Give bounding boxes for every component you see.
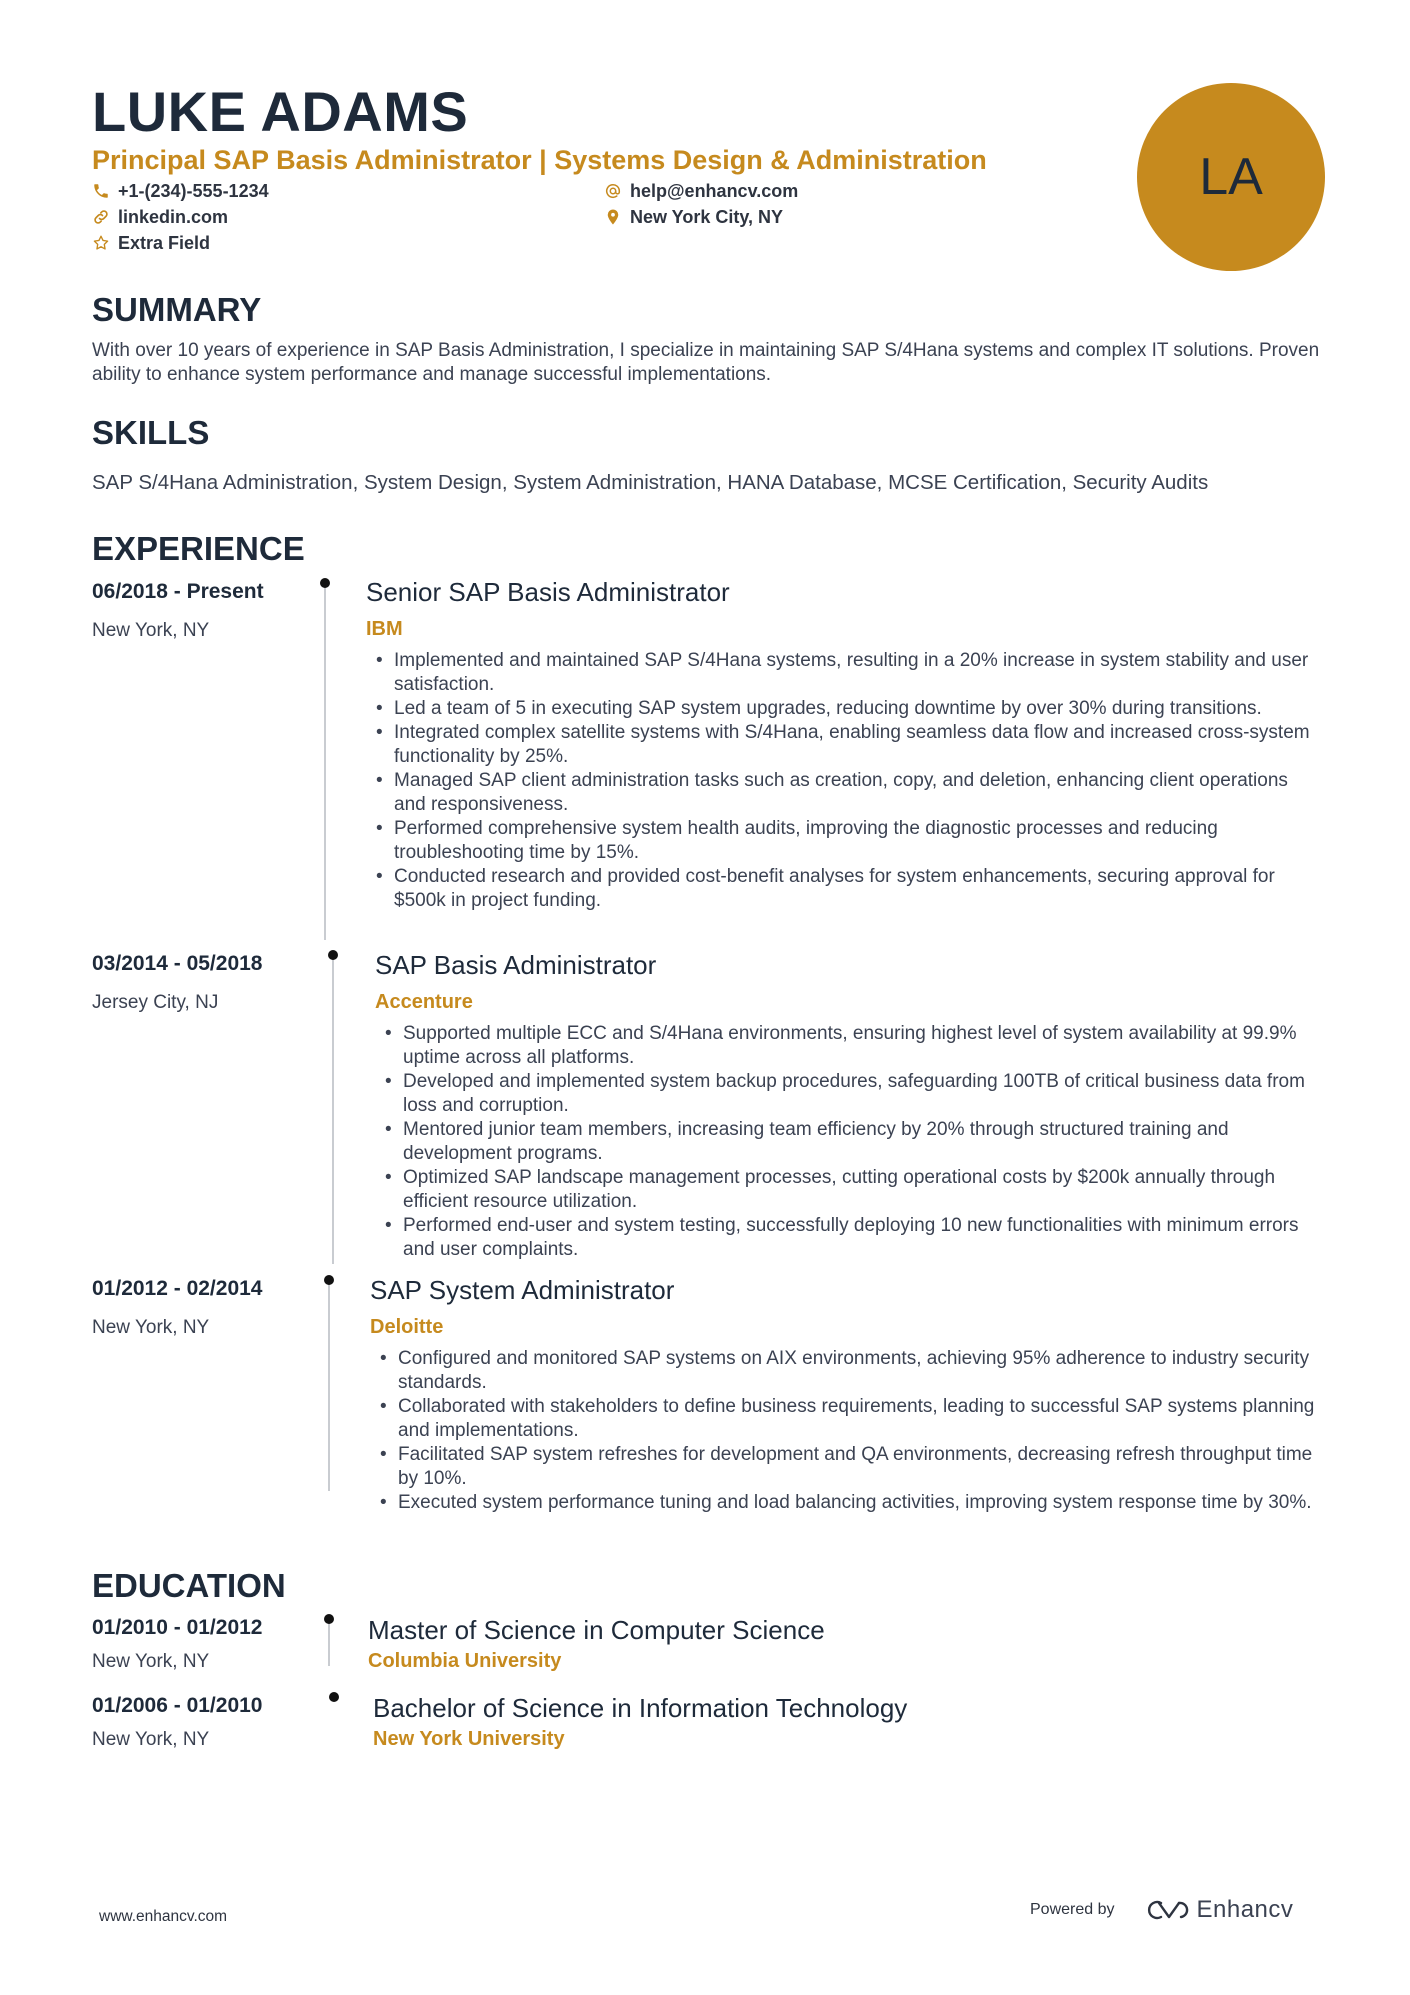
- bullet-item: • Mentored junior team members, increasing team efficiency by 20% through structured training and development programs.: [375, 1118, 1325, 1166]
- email-text: help@enhancv.com: [630, 181, 799, 201]
- footer-website[interactable]: www.enhancv.com: [99, 1908, 228, 1925]
- job-dates: 06/2018 - Present: [92, 580, 264, 603]
- timeline-line: [328, 1618, 330, 1666]
- contact-extra: [92, 231, 210, 255]
- job-company: Deloitte: [370, 1316, 444, 1338]
- education-location: New York, NY: [92, 1651, 210, 1672]
- location-text: New York City, NY: [630, 207, 784, 227]
- location-pin-icon: [604, 208, 622, 226]
- bullet-item: • Optimized SAP landscape management processes, cutting operational costs by $200k annually through efficient resource utilization.: [375, 1166, 1325, 1214]
- enhancv-logo-icon: [1141, 1897, 1189, 1923]
- candidate-name: LUKE ADAMS: [92, 80, 469, 143]
- timeline-dot: [324, 1614, 334, 1624]
- contact-email[interactable]: [604, 179, 798, 203]
- footer-powered-by[interactable]: [1030, 1896, 1293, 1924]
- link-icon: [92, 208, 110, 226]
- phone-text: +1-(234)-555-1234: [118, 181, 269, 201]
- timeline-dot: [324, 1275, 334, 1285]
- summary-text: With over 10 years of experience in SAP Basis Administration, I specialize in maintaining SAP S/4Hana systems and complex IT solutions. Proven ability to enhance system performance and manage successful implementations.: [92, 340, 1320, 385]
- education-location: New York, NY: [92, 1729, 210, 1750]
- at-icon: [604, 182, 622, 200]
- education-heading: EDUCATION: [92, 1567, 286, 1604]
- timeline-line: [328, 1279, 330, 1491]
- skills-heading: SKILLS: [92, 414, 210, 451]
- bullet-item: • Collaborated with stakeholders to define business requirements, leading to successful SAP systems planning and implementations.: [370, 1395, 1325, 1443]
- education-school: Columbia University: [368, 1650, 562, 1672]
- education-dates: 01/2010 - 01/2012: [92, 1616, 263, 1639]
- job-title: SAP System Administrator: [370, 1275, 675, 1305]
- bullet-item: • Integrated complex satellite systems with S/4Hana, enabling seamless data flow and increased cross-system functionality by 25%.: [366, 721, 1316, 769]
- linkedin-text: linkedin.com: [118, 207, 229, 227]
- bullet-item: • Managed SAP client administration tasks such as creation, copy, and deletion, enhancing client operations and responsiveness.: [366, 769, 1316, 817]
- extra-field-text: Extra Field: [118, 233, 211, 253]
- bullet-item: • Executed system performance tuning and load balancing activities, improving system response time by 30%.: [370, 1491, 1325, 1515]
- education-school: New York University: [373, 1728, 565, 1750]
- experience-heading: EXPERIENCE: [92, 530, 305, 567]
- job-company: IBM: [366, 618, 403, 640]
- headline: Principal SAP Basis Administrator | Systems Design & Administration: [92, 145, 987, 175]
- job-location: Jersey City, NJ: [92, 992, 219, 1013]
- enhancv-brand: Enhancv: [1196, 1896, 1294, 1923]
- job-dates: 01/2012 - 02/2014: [92, 1277, 263, 1300]
- timeline-dot: [320, 578, 330, 588]
- bullet-item: • Performed end-user and system testing, successfully deploying 10 new functionalities with minimum errors and user complaints.: [375, 1214, 1325, 1262]
- timeline-dot: [328, 950, 338, 960]
- bullet-item: • Performed comprehensive system health audits, improving the diagnostic processes and reducing troubleshooting time by 15%.: [366, 817, 1316, 865]
- job-title: Senior SAP Basis Administrator: [366, 577, 730, 607]
- education-dates: 01/2006 - 01/2010: [92, 1694, 263, 1717]
- powered-by-label: Powered by: [1030, 1901, 1115, 1918]
- avatar-initials: LA: [1199, 148, 1263, 206]
- avatar: [1137, 83, 1325, 271]
- contact-linkedin[interactable]: [92, 205, 228, 229]
- star-icon: [92, 234, 110, 252]
- timeline-dot: [329, 1692, 339, 1702]
- job-company: Accenture: [375, 991, 473, 1013]
- timeline-line: [324, 582, 326, 940]
- bullet-item: • Implemented and maintained SAP S/4Hana systems, resulting in a 20% increase in system stability and user satisfaction.: [366, 649, 1316, 697]
- education-degree: Bachelor of Science in Information Technology: [373, 1693, 908, 1723]
- job-location: New York, NY: [92, 620, 210, 641]
- job-title: SAP Basis Administrator: [375, 950, 657, 980]
- phone-icon: [92, 182, 110, 200]
- bullet-item: • Conducted research and provided cost-benefit analyses for system enhancements, securing approval for $500k in project funding.: [366, 865, 1316, 913]
- job-location: New York, NY: [92, 1317, 210, 1338]
- job-dates: 03/2014 - 05/2018: [92, 952, 263, 975]
- job-bullets: [370, 1347, 1325, 1515]
- bullet-item: • Facilitated SAP system refreshes for development and QA environments, decreasing refresh throughput time by 10%.: [370, 1443, 1325, 1491]
- timeline-line: [332, 954, 334, 1264]
- bullet-item: • Supported multiple ECC and S/4Hana environments, ensuring highest level of system availability at 99.9% uptime across all platforms.: [375, 1022, 1325, 1070]
- contact-location: [604, 205, 783, 229]
- bullet-item: • Developed and implemented system backup procedures, safeguarding 100TB of critical business data from loss and corruption.: [375, 1070, 1325, 1118]
- education-degree: Master of Science in Computer Science: [368, 1615, 825, 1645]
- job-bullets: [375, 1022, 1325, 1262]
- bullet-item: • Configured and monitored SAP systems on AIX environments, achieving 95% adherence to industry security standards.: [370, 1347, 1325, 1395]
- summary-heading: SUMMARY: [92, 291, 262, 328]
- job-bullets: [366, 649, 1316, 913]
- contact-phone[interactable]: [92, 179, 269, 203]
- skills-text: SAP S/4Hana Administration, System Design, System Administration, HANA Database, MCSE Certification, Security Audits: [92, 471, 1209, 494]
- bullet-item: • Led a team of 5 in executing SAP system upgrades, reducing downtime by over 30% during transitions.: [366, 697, 1316, 721]
